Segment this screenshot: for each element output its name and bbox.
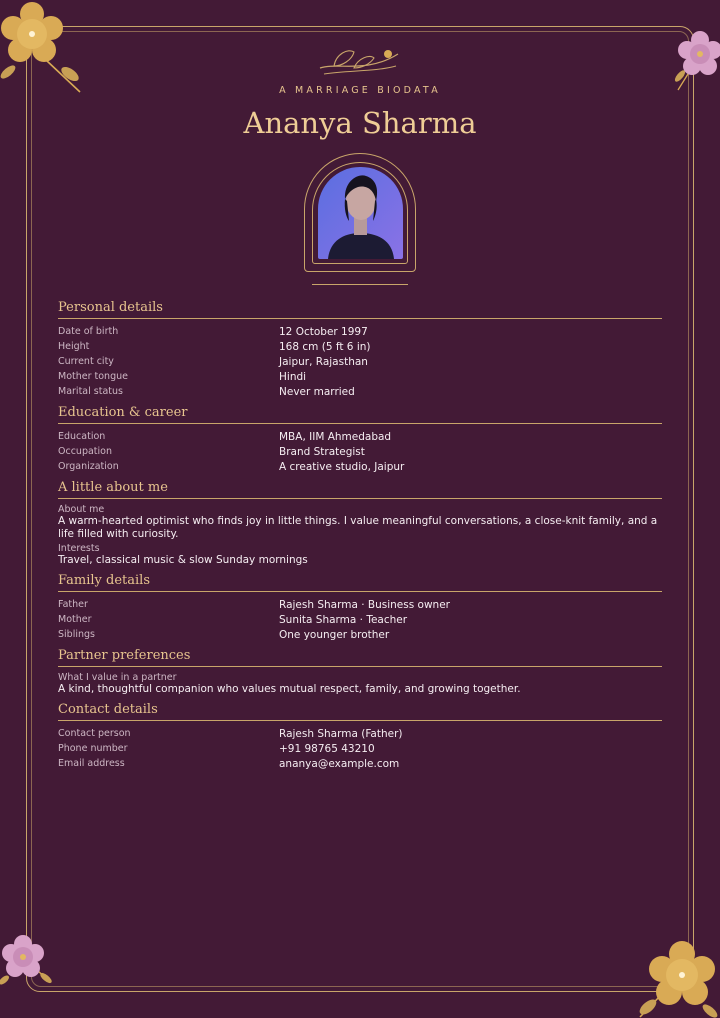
profile-photo <box>318 167 403 259</box>
gold-flower-bottom-right-icon <box>630 935 720 1018</box>
field-value: 168 cm (5 ft 6 in) <box>279 340 371 353</box>
field-label: Email address <box>58 758 125 769</box>
header-divider <box>312 284 408 285</box>
about-label: About me <box>58 504 105 515</box>
field-value: Jaipur, Rajasthan <box>279 355 368 368</box>
field-value: A creative studio, Jaipur <box>279 460 405 473</box>
personal-details-section <box>58 300 662 399</box>
field-label: Occupation <box>58 446 112 457</box>
section-title: A little about me <box>58 480 662 499</box>
field-label: Education <box>58 431 106 442</box>
interests-label: Interests <box>58 543 100 554</box>
field-label: Marital status <box>58 386 123 397</box>
education-career-section <box>58 405 662 474</box>
contact-details-section <box>58 702 662 771</box>
phone-value: +91 98765 43210 <box>279 742 375 755</box>
table-row <box>58 369 662 384</box>
field-label: Mother <box>58 614 92 625</box>
field-value: One younger brother <box>279 628 390 641</box>
field-value: Rajesh Sharma · Business owner <box>279 598 450 611</box>
table-row <box>58 612 662 627</box>
section-title: Contact details <box>58 702 662 721</box>
section-title: Family details <box>58 573 662 592</box>
table-row <box>58 726 662 741</box>
field-label: Phone number <box>58 743 128 754</box>
field-label: Date of birth <box>58 326 119 337</box>
table-row <box>58 444 662 459</box>
table-row <box>58 384 662 399</box>
table-row <box>58 627 662 642</box>
partner-value: A kind, thoughtful companion who values mutual respect, family, and growing together. <box>58 683 521 695</box>
field-value: Hindi <box>279 370 307 383</box>
leaf-ornament-icon <box>318 44 402 78</box>
gold-flower-top-left-icon <box>0 0 90 95</box>
pink-flower-bottom-left-icon <box>0 930 60 990</box>
field-label: Organization <box>58 461 119 472</box>
field-value: Sunita Sharma · Teacher <box>279 613 408 626</box>
field-value: MBA, IIM Ahmedabad <box>279 430 392 443</box>
table-row <box>58 756 662 771</box>
field-label: Current city <box>58 356 114 367</box>
section-title: Partner preferences <box>58 648 662 667</box>
email-value: ananya@example.com <box>279 757 400 770</box>
field-value: Never married <box>279 385 355 398</box>
about-value: A warm-hearted optimist who finds joy in little things. I value meaningful conversations, a close-knit family, and a life filled with curiosity. <box>58 515 658 540</box>
field-label: Height <box>58 341 90 352</box>
table-row <box>58 459 662 474</box>
field-value: Brand Strategist <box>279 445 365 458</box>
field-value: Rajesh Sharma (Father) <box>279 727 403 740</box>
profile-name: Ananya Sharma <box>243 106 477 140</box>
field-label: Father <box>58 599 88 610</box>
field-value: 12 October 1997 <box>279 325 368 338</box>
table-row <box>58 429 662 444</box>
section-title: Personal details <box>58 300 662 319</box>
biodata-content <box>58 300 662 777</box>
family-details-section <box>58 573 662 642</box>
field-label: Contact person <box>58 728 131 739</box>
about-section <box>58 480 662 567</box>
field-label: Siblings <box>58 629 95 640</box>
table-row <box>58 597 662 612</box>
table-row <box>58 324 662 339</box>
section-title: Education & career <box>58 405 662 424</box>
document-eyebrow: A MARRIAGE BIODATA <box>279 85 441 96</box>
field-label: Mother tongue <box>58 371 128 382</box>
table-row <box>58 339 662 354</box>
interests-value: Travel, classical music & slow Sunday mornings <box>58 554 308 566</box>
partner-label: What I value in a partner <box>58 672 177 683</box>
table-row <box>58 354 662 369</box>
table-row <box>58 741 662 756</box>
partner-preferences-section <box>58 648 662 696</box>
